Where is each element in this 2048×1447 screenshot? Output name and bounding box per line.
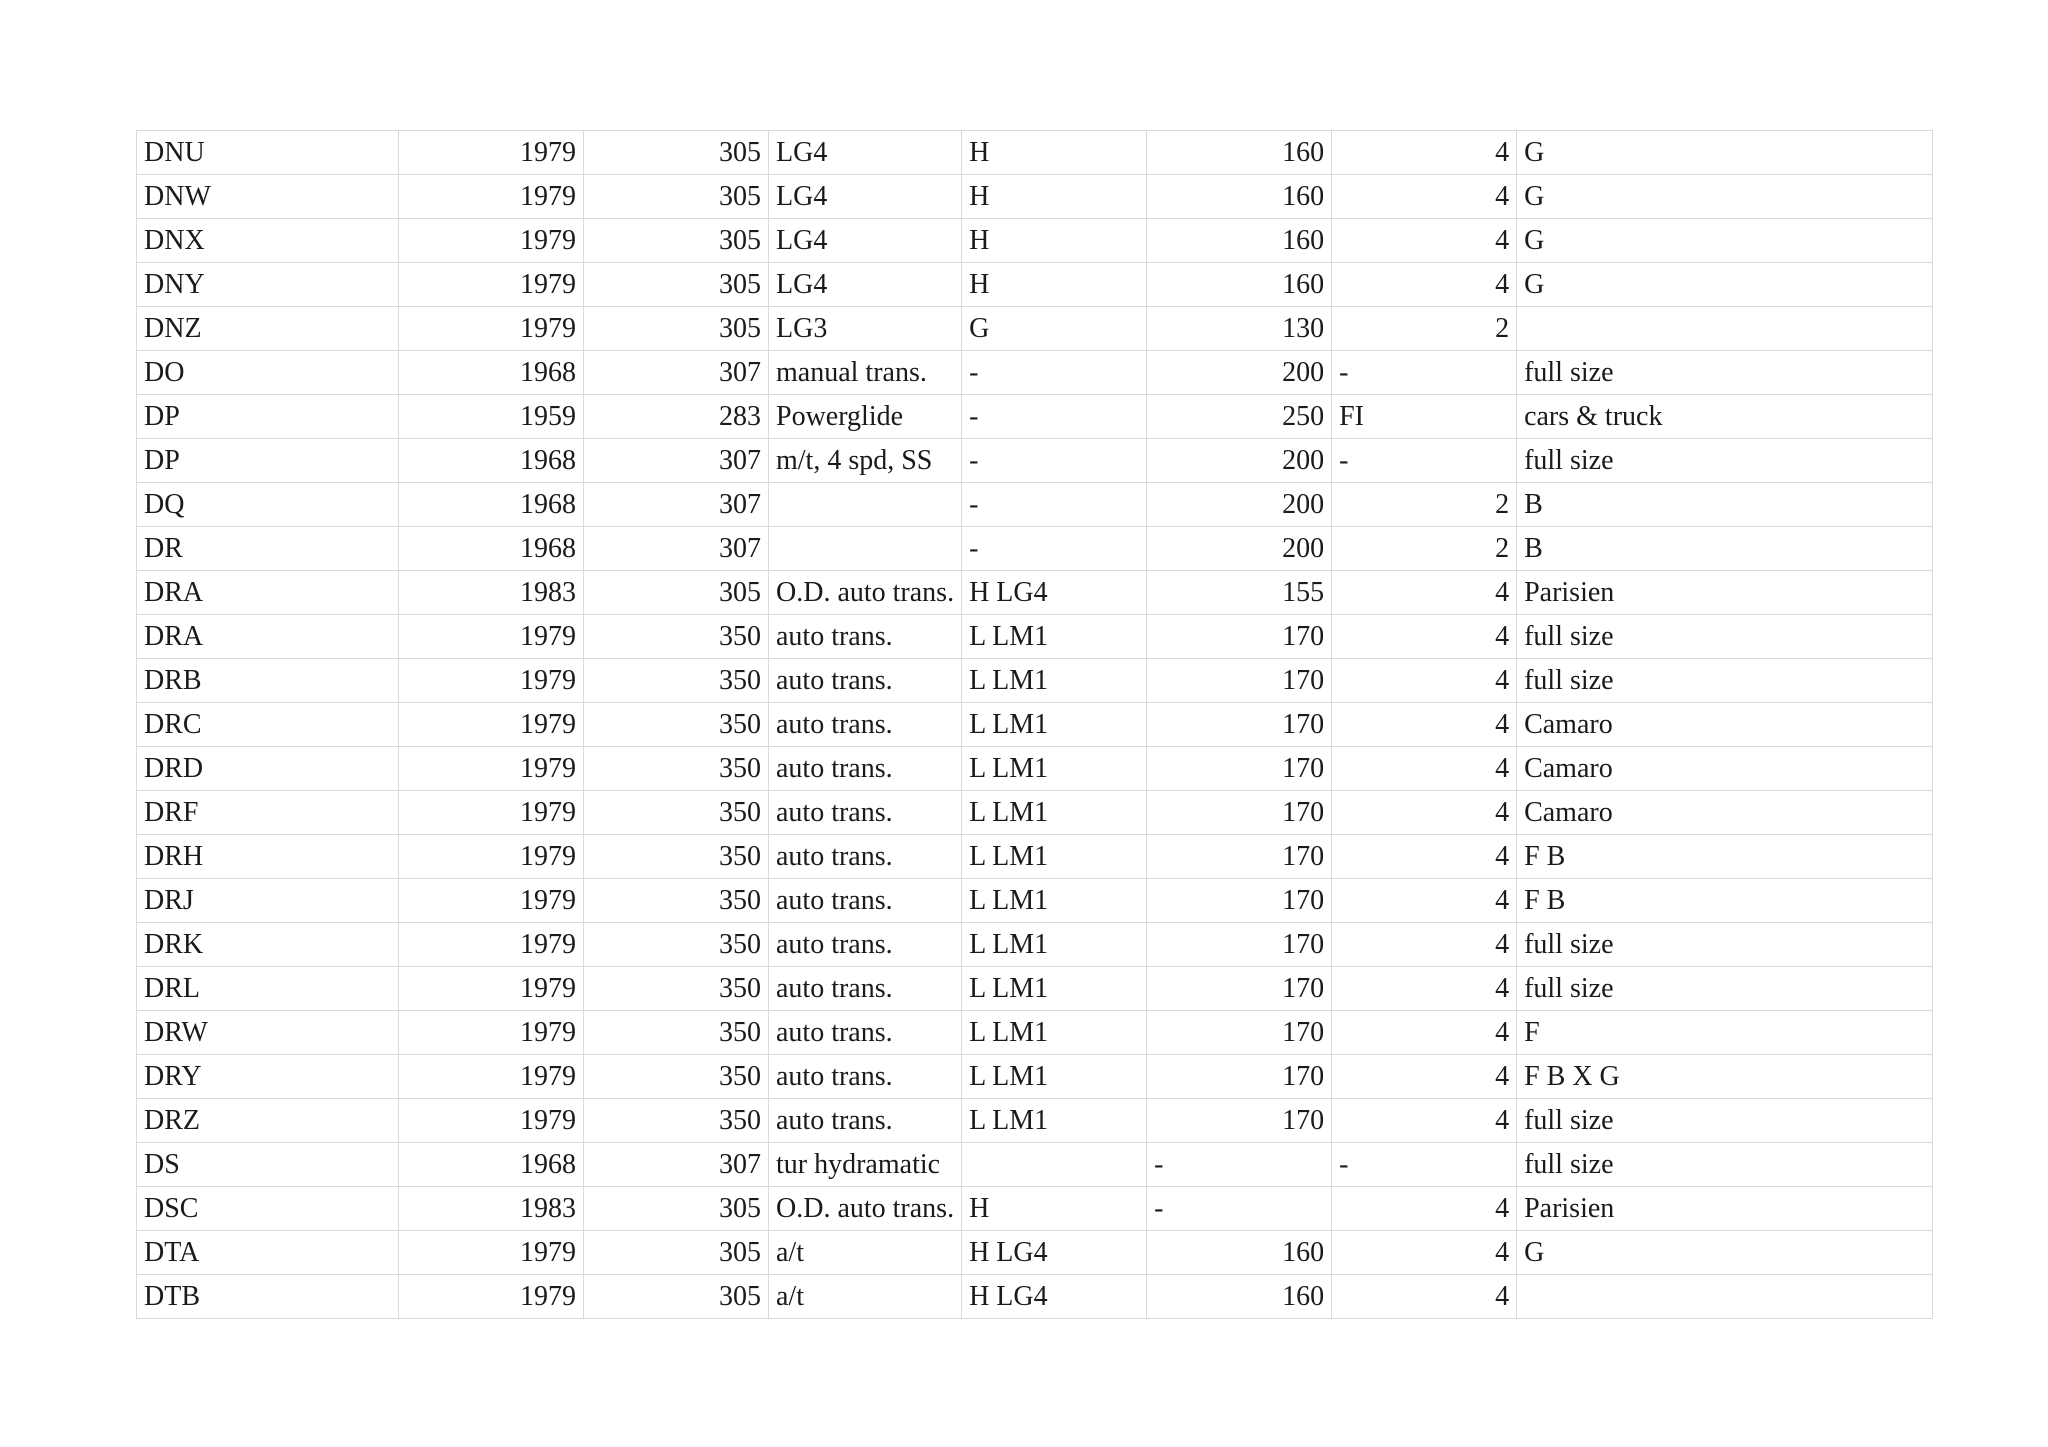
engine-cell: - [962,439,1147,483]
displacement-cell: 305 [584,175,769,219]
code-cell: DO [137,351,399,395]
horsepower-cell: 170 [1147,835,1332,879]
engine-cell: L LM1 [962,1099,1147,1143]
engine-cell: L LM1 [962,1011,1147,1055]
carb-cell: 4 [1332,703,1517,747]
application-cell: F [1517,1011,1933,1055]
table-row [137,615,1933,659]
year-cell: 1983 [399,571,584,615]
transmission-cell: Powerglide [769,395,962,439]
table-row [137,1055,1933,1099]
transmission-cell: a/t [769,1231,962,1275]
table-row [137,1187,1933,1231]
horsepower-cell: 200 [1147,351,1332,395]
year-cell: 1979 [399,1011,584,1055]
code-cell: DNX [137,219,399,263]
data-table [136,130,1933,1319]
horsepower-cell: 170 [1147,879,1332,923]
displacement-cell: 350 [584,747,769,791]
year-cell: 1979 [399,791,584,835]
transmission-cell: m/t, 4 spd, SS [769,439,962,483]
displacement-cell: 350 [584,659,769,703]
transmission-cell: tur hydramatic [769,1143,962,1187]
displacement-cell: 350 [584,1099,769,1143]
table-row [137,747,1933,791]
transmission-cell [769,483,962,527]
application-cell: full size [1517,615,1933,659]
application-cell: full size [1517,351,1933,395]
table-row [137,571,1933,615]
application-cell: Parisien [1517,1187,1933,1231]
year-cell: 1979 [399,1231,584,1275]
year-cell: 1979 [399,967,584,1011]
table-row [137,439,1933,483]
engine-cell: H [962,263,1147,307]
displacement-cell: 305 [584,219,769,263]
horsepower-cell: 170 [1147,1011,1332,1055]
code-cell: DRL [137,967,399,1011]
application-cell: B [1517,483,1933,527]
carb-cell: 2 [1332,307,1517,351]
horsepower-cell: 170 [1147,615,1332,659]
horsepower-cell: 170 [1147,967,1332,1011]
year-cell: 1979 [399,175,584,219]
transmission-cell: O.D. auto trans. [769,1187,962,1231]
code-cell: DRF [137,791,399,835]
application-cell: full size [1517,1099,1933,1143]
displacement-cell: 305 [584,307,769,351]
year-cell: 1979 [399,131,584,175]
table-row [137,1099,1933,1143]
engine-cell: L LM1 [962,967,1147,1011]
horsepower-cell: 160 [1147,1275,1332,1319]
engine-cell: H [962,1187,1147,1231]
engine-cell: L LM1 [962,659,1147,703]
engine-cell: - [962,527,1147,571]
application-cell: G [1517,1231,1933,1275]
carb-cell: 4 [1332,659,1517,703]
code-cell: DRC [137,703,399,747]
application-cell: Camaro [1517,703,1933,747]
transmission-cell: auto trans. [769,879,962,923]
table-row [137,703,1933,747]
engine-cell: - [962,395,1147,439]
transmission-cell: LG4 [769,175,962,219]
application-cell: G [1517,175,1933,219]
table-row [137,1231,1933,1275]
application-cell: full size [1517,923,1933,967]
carb-cell: 2 [1332,483,1517,527]
year-cell: 1979 [399,263,584,307]
transmission-cell [769,527,962,571]
code-cell: DTB [137,1275,399,1319]
table-row [137,659,1933,703]
year-cell: 1968 [399,483,584,527]
code-cell: DRW [137,1011,399,1055]
application-cell: G [1517,219,1933,263]
engine-cell: L LM1 [962,879,1147,923]
engine-cell: H LG4 [962,1275,1147,1319]
transmission-cell: auto trans. [769,923,962,967]
displacement-cell: 307 [584,527,769,571]
table-row [137,175,1933,219]
displacement-cell: 350 [584,879,769,923]
application-cell: F B [1517,835,1933,879]
displacement-cell: 350 [584,703,769,747]
code-cell: DRA [137,615,399,659]
year-cell: 1979 [399,879,584,923]
horsepower-cell: 155 [1147,571,1332,615]
carb-cell: - [1332,439,1517,483]
carb-cell: 4 [1332,1187,1517,1231]
engine-cell: L LM1 [962,747,1147,791]
application-cell: full size [1517,1143,1933,1187]
carb-cell: 4 [1332,1275,1517,1319]
table-row [137,1143,1933,1187]
carb-cell: 4 [1332,923,1517,967]
year-cell: 1979 [399,1275,584,1319]
transmission-cell: LG4 [769,263,962,307]
carb-cell: 4 [1332,835,1517,879]
carb-cell: 4 [1332,791,1517,835]
table-row [137,351,1933,395]
code-cell: DNZ [137,307,399,351]
table-row [137,263,1933,307]
code-cell: DNU [137,131,399,175]
year-cell: 1979 [399,747,584,791]
displacement-cell: 307 [584,351,769,395]
year-cell: 1979 [399,835,584,879]
code-cell: DRA [137,571,399,615]
code-cell: DRD [137,747,399,791]
application-cell: Parisien [1517,571,1933,615]
engine-cell: L LM1 [962,923,1147,967]
code-cell: DRK [137,923,399,967]
engine-cell [962,1143,1147,1187]
year-cell: 1979 [399,615,584,659]
year-cell: 1979 [399,923,584,967]
horsepower-cell: 170 [1147,747,1332,791]
engine-cell: L LM1 [962,615,1147,659]
horsepower-cell: 160 [1147,219,1332,263]
transmission-cell: auto trans. [769,615,962,659]
year-cell: 1968 [399,439,584,483]
table-row [137,1011,1933,1055]
table-row [137,527,1933,571]
transmission-cell: auto trans. [769,791,962,835]
transmission-cell: a/t [769,1275,962,1319]
displacement-cell: 350 [584,923,769,967]
application-cell [1517,307,1933,351]
year-cell: 1968 [399,527,584,571]
displacement-cell: 350 [584,1011,769,1055]
application-cell: G [1517,131,1933,175]
application-cell: Camaro [1517,747,1933,791]
table-row [137,835,1933,879]
code-cell: DRJ [137,879,399,923]
horsepower-cell: 170 [1147,1099,1332,1143]
application-cell: cars & truck [1517,395,1933,439]
year-cell: 1968 [399,1143,584,1187]
engine-cell: H [962,219,1147,263]
table-row [137,923,1933,967]
code-cell: DP [137,439,399,483]
engine-cell: L LM1 [962,791,1147,835]
carb-cell: 4 [1332,131,1517,175]
code-cell: DP [137,395,399,439]
transmission-cell: LG3 [769,307,962,351]
horsepower-cell: 170 [1147,1055,1332,1099]
horsepower-cell: 160 [1147,1231,1332,1275]
year-cell: 1983 [399,1187,584,1231]
year-cell: 1979 [399,307,584,351]
code-cell: DTA [137,1231,399,1275]
carb-cell: - [1332,1143,1517,1187]
horsepower-cell: 130 [1147,307,1332,351]
carb-cell: 4 [1332,219,1517,263]
transmission-cell: LG4 [769,219,962,263]
application-cell: full size [1517,659,1933,703]
carb-cell: - [1332,351,1517,395]
displacement-cell: 350 [584,615,769,659]
year-cell: 1979 [399,1099,584,1143]
displacement-cell: 283 [584,395,769,439]
carb-cell: 4 [1332,1055,1517,1099]
carb-cell: 4 [1332,1099,1517,1143]
displacement-cell: 305 [584,1275,769,1319]
code-cell: DNW [137,175,399,219]
code-cell: DQ [137,483,399,527]
carb-cell: 4 [1332,1231,1517,1275]
year-cell: 1979 [399,219,584,263]
table-row [137,395,1933,439]
engine-cell: L LM1 [962,703,1147,747]
carb-cell: 4 [1332,879,1517,923]
table-row [137,879,1933,923]
transmission-cell: auto trans. [769,1055,962,1099]
horsepower-cell: - [1147,1143,1332,1187]
carb-cell: 4 [1332,615,1517,659]
transmission-cell: manual trans. [769,351,962,395]
carb-cell: 4 [1332,571,1517,615]
carb-cell: 4 [1332,175,1517,219]
year-cell: 1968 [399,351,584,395]
application-cell: full size [1517,439,1933,483]
horsepower-cell: 160 [1147,131,1332,175]
horsepower-cell: 170 [1147,923,1332,967]
transmission-cell: auto trans. [769,747,962,791]
displacement-cell: 305 [584,1187,769,1231]
horsepower-cell: 170 [1147,791,1332,835]
transmission-cell: auto trans. [769,967,962,1011]
displacement-cell: 350 [584,791,769,835]
table-row [137,967,1933,1011]
table-row [137,307,1933,351]
engine-cell: H [962,175,1147,219]
year-cell: 1979 [399,1055,584,1099]
horsepower-cell: 170 [1147,703,1332,747]
transmission-cell: O.D. auto trans. [769,571,962,615]
displacement-cell: 305 [584,263,769,307]
carb-cell: FI [1332,395,1517,439]
engine-cell: L LM1 [962,835,1147,879]
horsepower-cell: 200 [1147,483,1332,527]
transmission-cell: auto trans. [769,703,962,747]
horsepower-cell: 200 [1147,527,1332,571]
engine-cell: H [962,131,1147,175]
displacement-cell: 305 [584,1231,769,1275]
engine-cell: G [962,307,1147,351]
displacement-cell: 307 [584,439,769,483]
displacement-cell: 350 [584,967,769,1011]
application-cell: F B X G [1517,1055,1933,1099]
code-cell: DRY [137,1055,399,1099]
carb-cell: 4 [1332,1011,1517,1055]
application-cell: B [1517,527,1933,571]
transmission-cell: LG4 [769,131,962,175]
code-cell: DRZ [137,1099,399,1143]
carb-cell: 2 [1332,527,1517,571]
displacement-cell: 350 [584,1055,769,1099]
table-body [137,131,1933,1319]
code-cell: DNY [137,263,399,307]
engine-cell: H LG4 [962,571,1147,615]
engine-cell: H LG4 [962,1231,1147,1275]
displacement-cell: 307 [584,1143,769,1187]
displacement-cell: 305 [584,571,769,615]
horsepower-cell: 160 [1147,263,1332,307]
table-row [137,1275,1933,1319]
table-row [137,219,1933,263]
carb-cell: 4 [1332,263,1517,307]
horsepower-cell: 200 [1147,439,1332,483]
application-cell: full size [1517,967,1933,1011]
code-cell: DRH [137,835,399,879]
year-cell: 1979 [399,703,584,747]
engine-cell: - [962,351,1147,395]
displacement-cell: 305 [584,131,769,175]
code-cell: DR [137,527,399,571]
year-cell: 1979 [399,659,584,703]
transmission-cell: auto trans. [769,1099,962,1143]
application-cell: F B [1517,879,1933,923]
code-cell: DSC [137,1187,399,1231]
horsepower-cell: - [1147,1187,1332,1231]
carb-cell: 4 [1332,747,1517,791]
application-cell [1517,1275,1933,1319]
transmission-cell: auto trans. [769,1011,962,1055]
table-row [137,483,1933,527]
displacement-cell: 350 [584,835,769,879]
code-cell: DS [137,1143,399,1187]
carb-cell: 4 [1332,967,1517,1011]
transmission-cell: auto trans. [769,659,962,703]
application-cell: Camaro [1517,791,1933,835]
table-row [137,131,1933,175]
displacement-cell: 307 [584,483,769,527]
horsepower-cell: 170 [1147,659,1332,703]
horsepower-cell: 250 [1147,395,1332,439]
engine-cell: - [962,483,1147,527]
table-row [137,791,1933,835]
horsepower-cell: 160 [1147,175,1332,219]
application-cell: G [1517,263,1933,307]
code-cell: DRB [137,659,399,703]
transmission-cell: auto trans. [769,835,962,879]
engine-cell: L LM1 [962,1055,1147,1099]
year-cell: 1959 [399,395,584,439]
